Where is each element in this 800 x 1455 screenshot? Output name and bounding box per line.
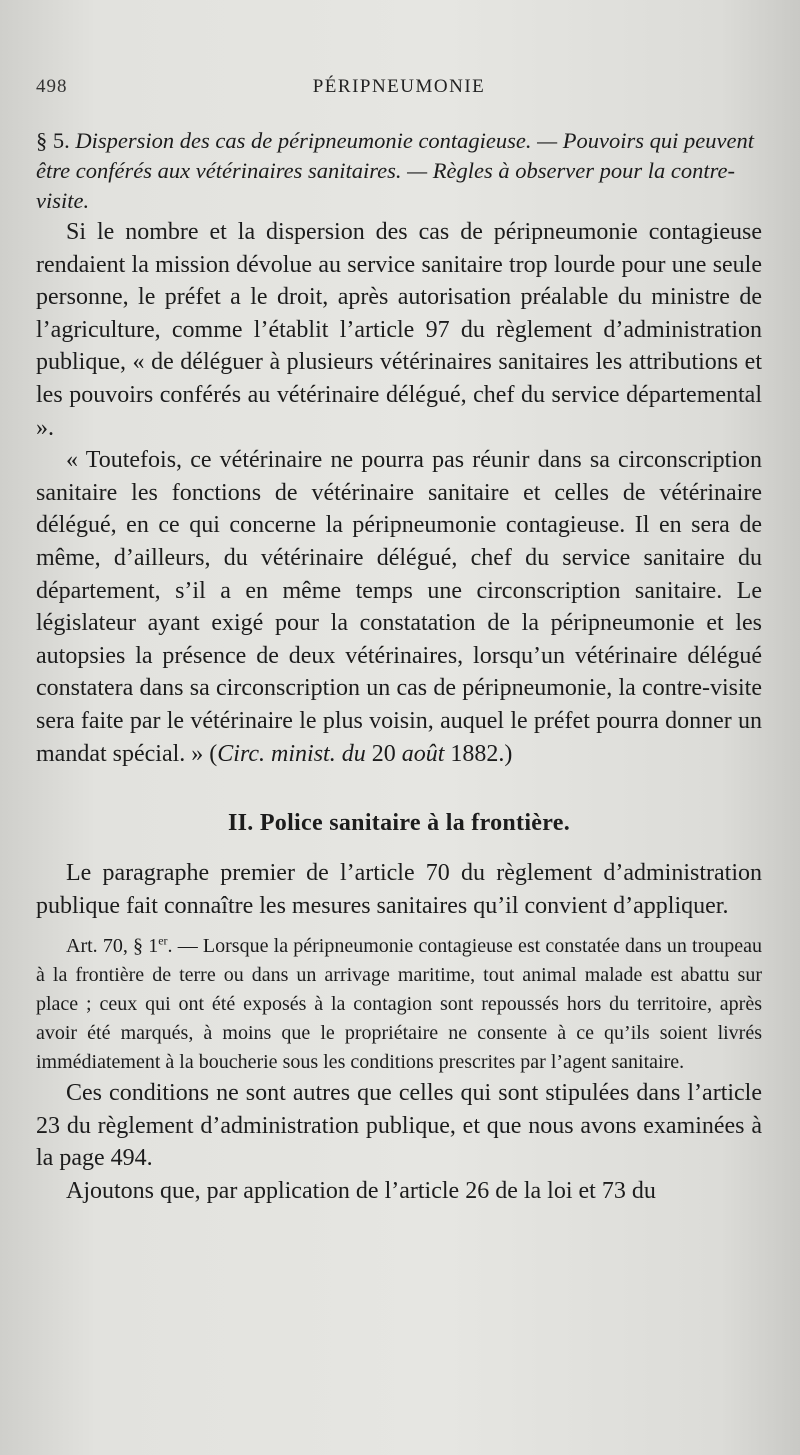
quote-sup: er xyxy=(158,933,168,948)
article-quote xyxy=(36,932,762,1077)
paragraph-5: Ajoutons que, par application de l’article 26 de la loi et 73 du xyxy=(66,1178,656,1205)
section-title: Dispersion des cas de péripneumonie contagieuse. — Pouvoirs qui peuvent être conférés aux vétérinaires sanitaires. — Règles à observer pour la contre-visite. xyxy=(36,128,755,213)
paragraph-2-text: « Toutefois, ce vétérinaire ne pourra pas réunir dans sa circonscription sanitaire les fonctions de vétérinaire sanitaire et celles de vétérinaire délégué, en ce qui concerne la péripneumonie contagieuse. Il en sera de même, d’ailleurs, du vétérinaire délégué, chef du service sanitaire du département, s’il a en même temps une circonscription sanitaire. Le législateur ayant exigé pour la constatation de la péripneumonie et les autopsies la présence de deux vétérinaires, lorsqu’un vétérinaire délégué constatera dans sa circonscription un cas de péripneumonie, la contre-visite sera faite par le vétérinaire le plus voisin, auquel le préfet pourra donner un mandat spécial. » ( xyxy=(36,447,762,767)
paragraph-4: Ces conditions ne sont autres que celles qui sont stipulées dans l’article 23 du règlement d’administration publique, et que nous avons examinées à la page 494. xyxy=(36,1080,762,1172)
paragraph-1: Si le nombre et la dispersion des cas de péripneumonie contagieuse rendaient la mission dévolue au service sanitaire trop lourde pour une seule personne, le préfet a le droit, après autorisation préalable du ministre de l’agriculture, comme l’établit l’article 97 du règlement d’administration publique, « de déléguer à plusieurs vétérinaires sanitaires les attributions et les pouvoirs conférés au vétérinaire délégué, chef du service départemental ». xyxy=(36,219,762,441)
quote-label: Art. 70, § 1 xyxy=(66,935,159,958)
paragraph-3: Le paragraphe premier de l’article 70 du règlement d’administration publique fait connaître les mesures sanitaires qu’il convient d’appliquer. xyxy=(36,860,762,919)
citation-day: 20 xyxy=(365,740,402,767)
part-heading: II. Police sanitaire à la frontière. xyxy=(227,810,571,837)
section-heading xyxy=(36,126,762,216)
citation-month: août xyxy=(401,740,445,767)
citation-source: Circ. minist. du xyxy=(217,740,366,767)
page-number: 498 xyxy=(36,76,68,97)
quote-text: . — Lorsque la péripneumonie contagieuse est constatée dans un troupeau à la frontière de terre ou dans un arrivage maritime, tout animal malade est abattu sur place ; ceux qui ont été exposés à la contagion sont repoussés hors du territoire, après avoir été marqués, à moins que le propriétaire ne consente à ce qu’ils soient livrés immédiatement à la boucherie sous les conditions prescrites par l’agent sanitaire. xyxy=(36,935,762,1074)
running-head xyxy=(36,72,762,102)
running-title: PÉRIPNEUMONIE xyxy=(312,76,486,97)
section-number: § 5. xyxy=(36,128,70,153)
citation-year: 1882.) xyxy=(444,740,513,767)
paragraph-2 xyxy=(36,444,762,770)
